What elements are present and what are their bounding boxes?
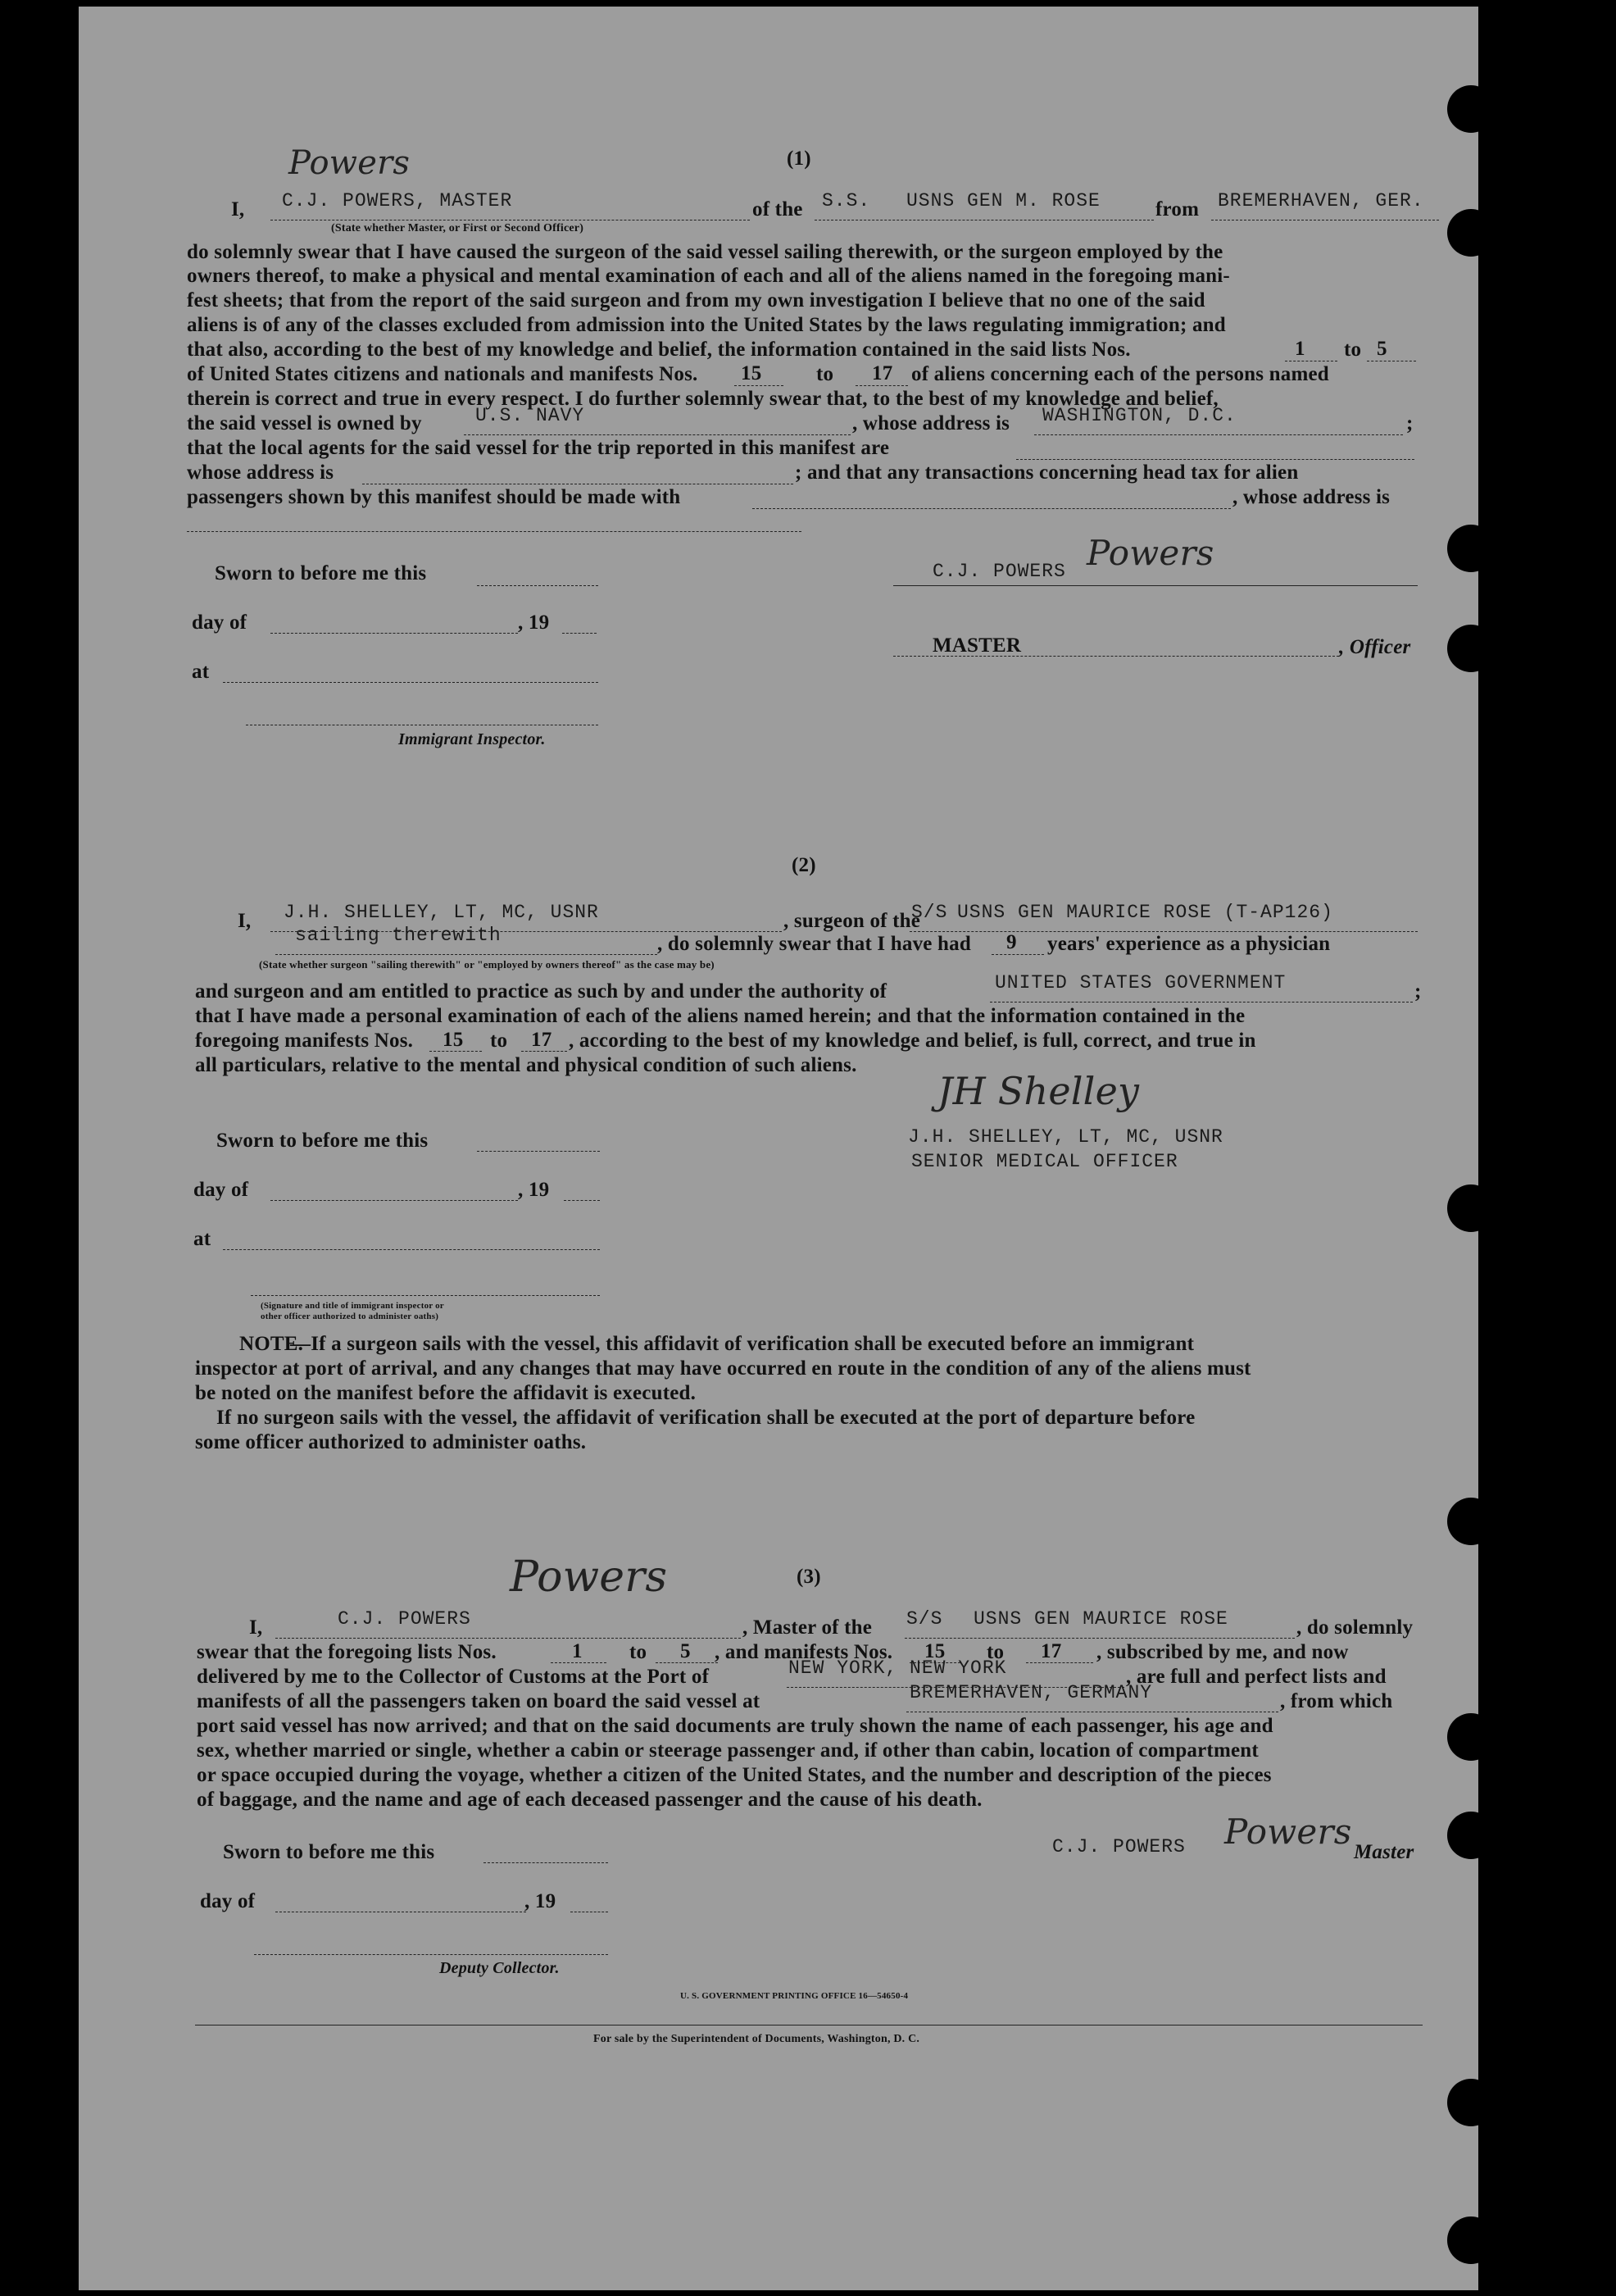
semicolon: ; [1414,980,1422,1003]
body-line: or space occupied during the voyage, whether a citizen of the United States, and the number and description of the pieces [197,1764,1272,1786]
body-line: sex, whether married or single, whether a cabin or steerage passenger and, if other than cabin, location of compartment [197,1739,1259,1762]
punch-hole [1447,1713,1495,1761]
note-line: If no surgeon sails with the vessel, the affidavit of verification shall be executed at the port of departure before [216,1407,1196,1429]
at-label: at [193,1228,211,1250]
body-line: owners thereof, to make a physical and mental examination of each and all of the aliens named in the foregoing mani- [187,265,1230,287]
body-line: delivered by me to the Collector of Customs at the Port of [197,1666,710,1688]
body-line: of aliens concerning each of the persons named [911,363,1329,385]
officer-title-field: MASTER [933,634,1022,657]
body-line: , according to the best of my knowledge and belief, is full, correct, and true in [569,1030,1256,1052]
years-field: 9 [1006,931,1017,953]
powers-signature: Powers [510,1553,668,1602]
to-label: to [629,1641,647,1663]
day-of-label: day of [192,612,247,634]
officer-label: , Officer [1339,636,1411,658]
body-line: , whose address is [1232,486,1391,508]
body-line: aliens is of any of the classes excluded from admission into the United States by the laws regulating immigration; and [187,314,1226,336]
surgeon-of-label: , surgeon of the [783,910,921,932]
body-line: of United States citizens and nationals and manifests Nos. [187,363,698,385]
punch-hole [1447,85,1495,133]
of-the-label: of the [752,198,803,221]
master-name-field: C.J. POWERS [338,1608,471,1630]
departure-field: BREMERHAVEN, GERMANY [910,1682,1153,1703]
body-line: passengers shown by this manifest should be made with [187,486,681,508]
signature-note: (Signature and title of immigrant inspector or [261,1301,444,1311]
punch-hole [1447,1812,1495,1859]
section-number: (3) [797,1566,821,1588]
body-line: , are full and perfect lists and [1126,1666,1387,1688]
oath-i-label: I, [231,198,245,221]
manifests-to-field: 17 [1041,1640,1062,1662]
lists-to-field: 5 [680,1640,691,1662]
note-line: be noted on the manifest before the affidavit is executed. [195,1382,697,1404]
powers-signature: Powers [1087,533,1214,573]
body-line: port said vessel has now arrived; and that on the said documents are truly shown the name of each passenger, his age and [197,1715,1273,1737]
surgeon-signer-title: SENIOR MEDICAL OFFICER [911,1151,1178,1172]
sailing-field: sailing therewith [295,925,502,946]
signer-name: C.J. POWERS [933,561,1066,582]
master-name-field: C.J. POWERS, MASTER [282,190,513,211]
signer-name: C.J. POWERS [1052,1836,1186,1857]
body-line: ; and that any transactions concerning head tax for alien [795,461,1299,484]
day-of-label: day of [193,1179,249,1201]
sale-note: For sale by the Superintendent of Documents, Washington, D. C. [593,2033,920,2045]
punch-hole [1447,1184,1495,1232]
vessel-name-field: USNS GEN MAURICE ROSE (T-AP126) [957,902,1333,923]
vessel-name-field: USNS GEN MAURICE ROSE [974,1608,1228,1630]
sworn-label: Sworn to before me this [215,562,427,584]
note-line: inspector at port of arrival, and any changes that may have occurred en route in the condition of any of the aliens must [195,1357,1251,1380]
body-line: manifests of all the passengers taken on board the said vessel at [197,1690,760,1712]
note-line: some officer authorized to administer oaths. [195,1431,587,1453]
signature-note: other officer authorized to administer oaths) [261,1312,439,1321]
lists-to-field: 5 [1377,338,1387,360]
state-whether-note: (State whether surgeon "sailing therewith" or "employed by owners thereof" as the case may be) [259,958,715,971]
body-line: swear that the foregoing lists Nos. [197,1641,497,1663]
vessel-prefix: S/S [911,902,948,923]
body-line: , do solemnly swear that I have had [657,933,971,955]
lists-from-field: 1 [572,1640,583,1662]
at-label: at [192,661,210,683]
collector-label: Deputy Collector. [439,1959,560,1977]
shelley-signature: JH Shelley [937,1069,1140,1113]
body-line: , whose address is [852,412,1010,434]
surgeon-name-field: J.H. SHELLEY, LT, MC, USNR [284,902,599,923]
owner-field: U.S. NAVY [475,405,585,426]
punch-hole [1447,1498,1495,1545]
punch-hole [1447,209,1495,257]
sworn-label: Sworn to before me this [223,1841,435,1863]
year-label: , 19 [518,1179,550,1201]
manifests-from-field: 15 [924,1640,946,1662]
sworn-label: Sworn to before me this [216,1130,429,1152]
note-label: NOTE. [239,1333,304,1355]
printing-office-note: U. S. GOVERNMENT PRINTING OFFICE 16—54650-4 [680,1991,909,2001]
section-number: (1) [787,148,811,170]
to-label: to [816,363,834,385]
vessel-prefix: S.S. [822,190,871,211]
punch-hole [1447,525,1495,572]
note-line: —If a surgeon sails with the vessel, this affidavit of verification shall be executed before an immigrant [290,1333,1195,1355]
body-line: whose address is [187,461,334,484]
powers-signature: Powers [288,144,411,182]
body-line: that the local agents for the said vessel for the trip reported in this manifest are [187,437,890,459]
body-line: that I have made a personal examination of each of the aliens named herein; and that the information contained in the [195,1005,1246,1027]
authority-field: UNITED STATES GOVERNMENT [995,972,1287,993]
body-line: that also, according to the best of my knowledge and belief, the information contained in the said lists Nos. [187,339,1131,361]
punch-hole [1447,625,1495,672]
surgeon-signer-name: J.H. SHELLEY, LT, MC, USNR [908,1126,1223,1148]
body-line: therein is correct and true in every respect. I do further solemnly swear that, to the best of my knowledge and belief, [187,388,1219,410]
body-line: , Master of the [742,1616,873,1639]
body-line: the said vessel is owned by [187,412,422,434]
lists-from-field: 1 [1295,338,1305,360]
body-line: fest sheets; that from the report of the said surgeon and from my own investigation I believe that no one of the said [187,289,1205,311]
body-line: foregoing manifests Nos. [195,1030,414,1052]
to-label: to [490,1030,508,1052]
from-label: from [1155,198,1200,221]
manifests-to-field: 17 [531,1029,552,1051]
to-label: to [1344,339,1362,361]
master-label: Master [1354,1841,1414,1863]
port-field: NEW YORK, NEW YORK [788,1657,1007,1679]
section-number: (2) [792,854,816,876]
year-label: , 19 [524,1890,556,1912]
body-line: years' experience as a physician [1047,933,1331,955]
body-line: , do solemnly [1296,1616,1414,1639]
state-whether-note: (State whether Master, or First or Second Officer) [331,222,584,234]
from-port-field: BREMERHAVEN, GER. [1218,190,1424,211]
vessel-prefix: S/S [906,1608,943,1630]
day-of-label: day of [200,1890,256,1912]
inspector-label: Immigrant Inspector. [398,730,546,748]
semicolon: ; [1406,412,1414,434]
oath-i-label: I, [249,1616,263,1639]
body-line: , and manifests Nos. [715,1641,893,1663]
powers-signature: Powers [1224,1812,1352,1852]
manifests-from-field: 15 [443,1029,464,1051]
to-label: to [987,1641,1005,1663]
year-label: , 19 [518,612,550,634]
punch-hole [1447,2079,1495,2126]
vessel-name-field: USNS GEN M. ROSE [906,190,1101,211]
body-line: , subscribed by me, and now [1096,1641,1349,1663]
body-line: do solemnly swear that I have caused the surgeon of the said vessel sailing therewith, or the surgeon employed by the [187,241,1223,263]
punch-hole [1447,2216,1495,2264]
oath-i-label: I, [238,910,252,932]
body-line: , from which [1280,1690,1393,1712]
body-line: of baggage, and the name and age of each deceased passenger and the cause of his death. [197,1789,983,1811]
body-line: and surgeon and am entitled to practice as such by and under the authority of [195,980,887,1003]
manifests-to-field: 17 [872,362,893,384]
owner-address-field: WASHINGTON, D.C. [1042,405,1237,426]
body-line: all particulars, relative to the mental and physical condition of such aliens. [195,1054,857,1076]
manifests-from-field: 15 [741,362,762,384]
